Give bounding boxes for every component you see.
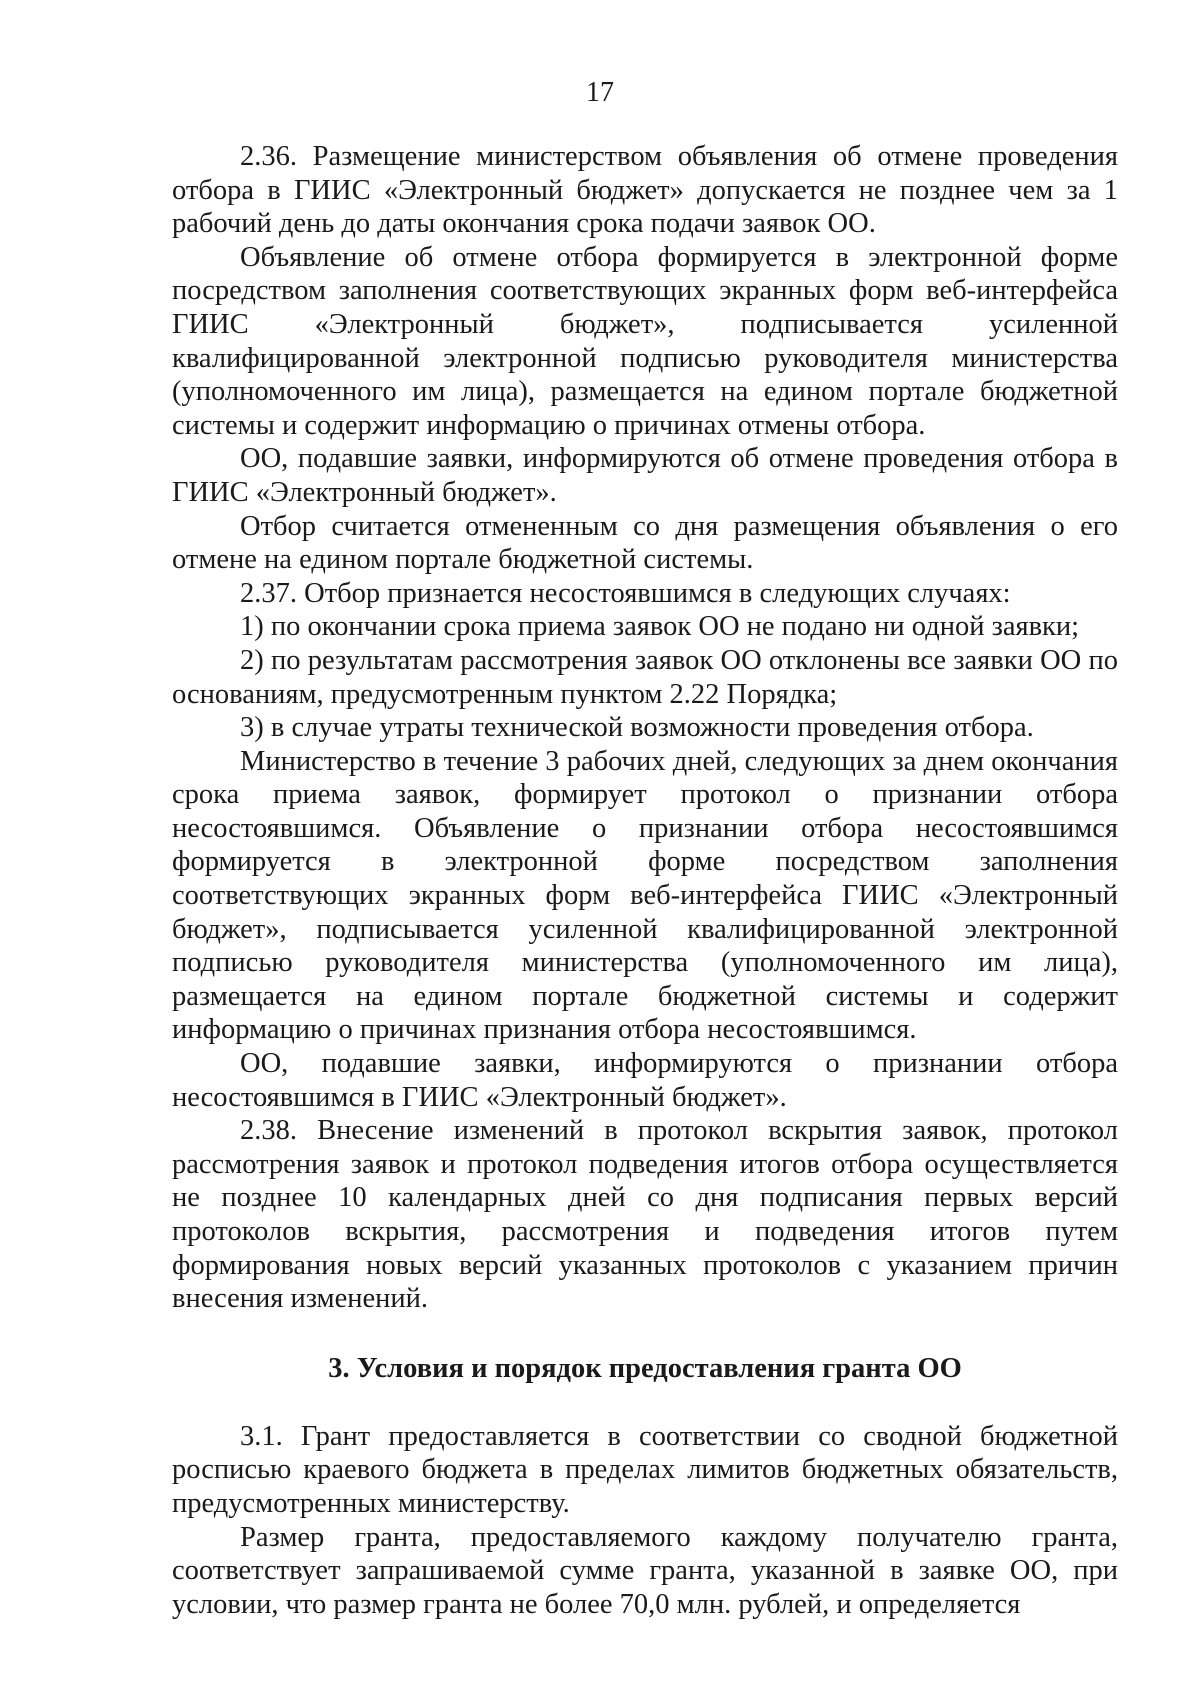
paragraph: 3.1. Грант предоставляется в соответствии со сводной бюджетной росписью краевого бюджета в пределах лимитов бюджетных обязательств, предусмотренных министерству. <box>172 1420 1118 1519</box>
paragraph: 2.37. Отбор признается несостоявшимся в следующих случаях: <box>240 577 1011 609</box>
paragraph: 2.36. Размещение министерством объявления об отмене проведения отбора в ГИИС «Электронный бюджет» допускается не позднее чем за 1 рабочий день до даты окончания срока подачи заявок ОО. <box>172 141 1118 240</box>
list-item: 2) по результатам рассмотрения заявок ОО отклонены все заявки ОО по основаниям, предусмотренным пунктом 2.22 Порядка; <box>172 644 1118 710</box>
document-body <box>172 140 1118 1621</box>
paragraph: ОО, подавшие заявки, информируются об отмене проведения отбора в ГИИС «Электронный бюджет». <box>172 443 1118 508</box>
paragraph: ОО, подавшие заявки, информируются о признании отбора несостоявшимся в ГИИС «Электронный бюджет». <box>172 1048 1118 1113</box>
list-item: 3) в случае утраты технической возможности проведения отбора. <box>240 712 1034 744</box>
paragraph: Министерство в течение 3 рабочих дней, следующих за днем окончания срока приема заявок, формирует протокол о признании отбора несостоявшимся. Объявление о признании отбора несостоявшимся формируется в электронной форме посредством заполнения соответствующих экранных форм веб-интерфейса ГИИС «Электронный бюджет», подписывается усиленной квалифицированной электронной подписью руководителя министерства (уполномоченного им лица), размещается на едином портале бюджетной системы и содержит информацию о причинах признания отбора несостоявшимся. <box>172 745 1118 1046</box>
list-item: 1) по окончании срока приема заявок ОО не подано ни одной заявки; <box>240 611 1080 643</box>
paragraph: Отбор считается отмененным со дня размещения объявления о его отмене на едином портале бюджетной системы. <box>172 510 1118 576</box>
page-number: 17 <box>586 77 614 108</box>
paragraph: Размер гранта, предоставляемого каждому получателю гранта, соответствует запрашиваемой сумме гранта, указанной в заявке ОО, при условии, что размер гранта не более 70,0 млн. рублей, и определяется <box>172 1521 1118 1620</box>
paragraph: Объявление об отмене отбора формируется в электронной форме посредством заполнения соответствующих экранных форм веб-интерфейса ГИИС «Электронный бюджет», подписывается усиленной квалифицированной электронной подписью руководителя министерства (уполномоченного им лица), размещается на едином портале бюджетной системы и содержит информацию о причинах отмены отбора. <box>172 241 1118 441</box>
paragraph: 2.38. Внесение изменений в протокол вскрытия заявок, протокол рассмотрения заявок и протокол подведения итогов отбора осуществляется не позднее 10 календарных дней со дня подписания первых версий протоколов вскрытия, рассмотрения и подведения итогов путем формирования новых версий указанных протоколов с указанием причин внесения изменений. <box>172 1115 1118 1315</box>
section-heading: 3. Условия и порядок предоставления гранта ОО <box>328 1352 962 1384</box>
